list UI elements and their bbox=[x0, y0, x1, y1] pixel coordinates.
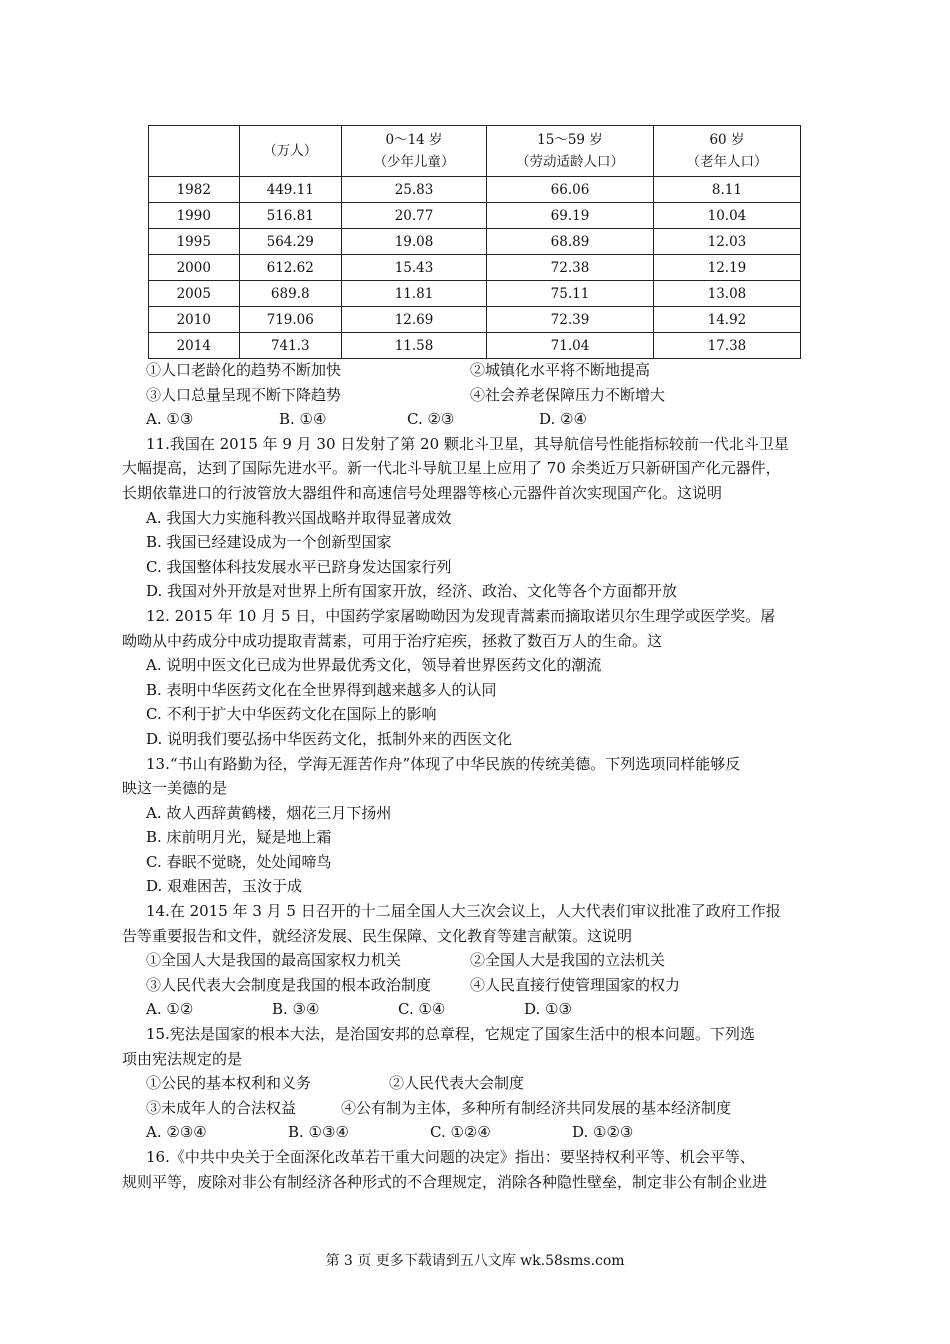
q14-statement-4: ④人民直接行使管理国家的权力 bbox=[470, 975, 681, 994]
cell-children: 19.08 bbox=[342, 229, 487, 255]
cell-elderly: 14.92 bbox=[653, 307, 800, 333]
cell-elderly: 10.04 bbox=[653, 203, 800, 229]
cell-working-age: 66.06 bbox=[487, 177, 654, 203]
q10-choice-c: C. ②③ bbox=[407, 410, 455, 429]
cell-elderly: 17.38 bbox=[653, 333, 800, 359]
q14-statements-row-1 bbox=[122, 948, 834, 973]
q12-choice-b: B. 表明中华医药文化在全世界得到越来越多人的认同 bbox=[146, 680, 497, 699]
header-elderly-range: 60 岁 bbox=[709, 132, 745, 148]
table-row bbox=[149, 203, 801, 229]
header-children bbox=[342, 126, 487, 177]
table-row bbox=[149, 307, 801, 333]
q11-choice-c: C. 我国整体科技发展水平已跻身发达国家行列 bbox=[146, 557, 452, 576]
cell-working-age: 75.11 bbox=[487, 281, 654, 307]
header-children-label: （少年儿童） bbox=[373, 154, 455, 170]
q10-choice-a: A. ①③ bbox=[146, 410, 194, 429]
q10-statement-1: ①人口老龄化的趋势不断加快 bbox=[146, 361, 342, 379]
q15-statement-3: ③未成年人的合法权益 bbox=[146, 1098, 297, 1117]
cell-children: 11.58 bbox=[342, 333, 487, 359]
table-row bbox=[149, 229, 801, 255]
q14-stem-line-2: 告等重要报告和文件，就经济发展、民生保障、文化教育等建言献策。这说明 bbox=[122, 926, 633, 945]
q10-choice-d: D. ②④ bbox=[539, 410, 587, 429]
q13-choice-d: D. 艰难困苦，玉汝于成 bbox=[146, 877, 303, 896]
q15-choice-a: A. ②③④ bbox=[146, 1123, 207, 1142]
q15-statement-2: ②人民代表大会制度 bbox=[389, 1074, 525, 1093]
header-working-age-range: 15～59 岁 bbox=[537, 132, 603, 148]
q11-choice-b: B. 我国已经建设成为一个创新型国家 bbox=[146, 533, 392, 552]
header-total: （万人） bbox=[239, 126, 342, 177]
header-children-range: 0～14 岁 bbox=[385, 132, 443, 148]
cell-total: 564.29 bbox=[239, 229, 342, 255]
q11-stem-line-3: 长期依靠进口的行波管放大器组件和高速信号处理器等核心元器件首次实现国产化。这说明 bbox=[122, 483, 723, 502]
q10-choices bbox=[122, 407, 834, 432]
q10-statement-4: ④社会养老保障压力不断增大 bbox=[470, 385, 666, 404]
header-elderly bbox=[653, 126, 800, 177]
table-header-row bbox=[149, 126, 801, 177]
q12-stem-line-2: 呦呦从中药成分中成功提取青蒿素，可用于治疗疟疾，拯救了数百万人的生命。这 bbox=[122, 631, 663, 650]
q15-statement-1: ①公民的基本权利和义务 bbox=[146, 1074, 312, 1093]
cell-children: 11.81 bbox=[342, 281, 487, 307]
cell-elderly: 12.19 bbox=[653, 255, 800, 281]
cell-working-age: 68.89 bbox=[487, 229, 654, 255]
cell-children: 15.43 bbox=[342, 255, 487, 281]
cell-total: 719.06 bbox=[239, 307, 342, 333]
header-working-age bbox=[487, 126, 654, 177]
header-working-age-label: （劳动适龄人口） bbox=[515, 154, 624, 170]
cell-elderly: 13.08 bbox=[653, 281, 800, 307]
cell-working-age: 72.38 bbox=[487, 255, 654, 281]
q15-choice-c: C. ①②④ bbox=[430, 1123, 491, 1142]
q11-choice-d: D. 我国对外开放是对世界上所有国家开放，经济、政治、文化等各个方面都开放 bbox=[146, 582, 678, 601]
cell-working-age: 69.19 bbox=[487, 203, 654, 229]
q15-stem-line-2: 项由宪法规定的是 bbox=[122, 1049, 243, 1068]
q15-statements-row-2 bbox=[122, 1096, 834, 1121]
q15-choice-d: D. ①②③ bbox=[572, 1123, 634, 1142]
table-row bbox=[149, 333, 801, 359]
q13-choice-b: B. 床前明月光，疑是地上霜 bbox=[146, 828, 332, 847]
q13-choice-c: C. 春眠不觉晓，处处闻啼鸟 bbox=[146, 852, 332, 871]
header-year bbox=[149, 126, 240, 177]
q12-choice-d: D. 说明我们要弘扬中华医药文化，抵制外来的西医文化 bbox=[146, 729, 513, 748]
q14-choice-d: D. ①③ bbox=[524, 1000, 572, 1019]
q10-statement-3: ③人口总量呈现不断下降趋势 bbox=[146, 385, 342, 404]
cell-working-age: 71.04 bbox=[487, 333, 654, 359]
cell-year: 2014 bbox=[149, 333, 240, 359]
q14-stem-line-1: 14.在 2015 年 3 月 5 日召开的十二届全国人大三次会议上，人大代表们审议批准了政府工作报 bbox=[146, 902, 781, 921]
q10-statement-2: ②城镇化水平将不断地提高 bbox=[470, 361, 651, 379]
cell-total: 689.8 bbox=[239, 281, 342, 307]
page-footer: 第 3 页 更多下载请到五八文库 wk.58sms.com bbox=[325, 1253, 625, 1269]
q15-choices bbox=[122, 1120, 834, 1145]
q13-stem-line-1: 13.“书山有路勤为径，学海无涯苦作舟”体现了中华民族的传统美德。下列选项同样能够反 bbox=[146, 754, 741, 773]
q14-choice-c: C. ①④ bbox=[398, 1000, 446, 1019]
cell-total: 516.81 bbox=[239, 203, 342, 229]
cell-year: 1982 bbox=[149, 177, 240, 203]
q15-choice-b: B. ①③④ bbox=[288, 1123, 349, 1142]
header-elderly-label: （老年人口） bbox=[686, 154, 768, 170]
q12-stem-line-1: 12. 2015 年 10 月 5 日，中国药学家屠呦呦因为发现青蒿素而摘取诺贝尔生理学或医学奖。屠 bbox=[146, 606, 776, 625]
cell-year: 2010 bbox=[149, 307, 240, 333]
q15-stem-line-1: 15.宪法是国家的根本大法，是治国安邦的总章程，它规定了国家生活中的根本问题。下列选 bbox=[146, 1025, 755, 1044]
cell-year: 1990 bbox=[149, 203, 240, 229]
q11-stem-line-1: 11.我国在 2015 年 9 月 30 日发射了第 20 颗北斗卫星，其导航信号性能指标较前一代北斗卫星 bbox=[146, 434, 789, 453]
cell-working-age: 72.39 bbox=[487, 307, 654, 333]
cell-children: 12.69 bbox=[342, 307, 487, 333]
q14-statements-row-2 bbox=[122, 973, 834, 998]
cell-elderly: 12.03 bbox=[653, 229, 800, 255]
cell-total: 741.3 bbox=[239, 333, 342, 359]
cell-year: 2005 bbox=[149, 281, 240, 307]
q10-statements-row-2 bbox=[122, 383, 834, 408]
q15-statements-row-1 bbox=[122, 1071, 834, 1096]
cell-year: 1995 bbox=[149, 229, 240, 255]
cell-year: 2000 bbox=[149, 255, 240, 281]
q13-stem-line-2: 映这一美德的是 bbox=[122, 779, 228, 798]
q14-choice-a: A. ①② bbox=[146, 1000, 194, 1019]
q14-statement-1: ①全国人大是我国的最高国家权力机关 bbox=[146, 951, 402, 970]
q11-stem-line-2: 大幅提高，达到了国际先进水平。新一代北斗导航卫星上应用了 70 余类近万只新研国产化元器件， bbox=[122, 459, 781, 478]
q16-stem-line-2: 规则平等，废除对非公有制经济各种形式的不合理规定，消除各种隐性壁垒，制定非公有制企业进 bbox=[122, 1172, 768, 1191]
q14-statement-3: ③人民代表大会制度是我国的根本政治制度 bbox=[146, 975, 432, 994]
question-body bbox=[122, 358, 834, 1194]
cell-children: 25.83 bbox=[342, 177, 487, 203]
cell-elderly: 8.11 bbox=[653, 177, 800, 203]
q11-choice-a: A. 我国大力实施科教兴国战略并取得显著成效 bbox=[146, 508, 452, 527]
table-row bbox=[149, 177, 801, 203]
q10-choice-b: B. ①④ bbox=[279, 410, 327, 429]
q14-choices bbox=[122, 997, 834, 1022]
cell-total: 612.62 bbox=[239, 255, 342, 281]
q14-choice-b: B. ③④ bbox=[272, 1000, 320, 1019]
q12-choice-c: C. 不利于扩大中华医药文化在国际上的影响 bbox=[146, 705, 437, 724]
cell-children: 20.77 bbox=[342, 203, 487, 229]
table-row bbox=[149, 255, 801, 281]
q15-statement-4: ④公有制为主体，多种所有制经济共同发展的基本经济制度 bbox=[341, 1098, 732, 1117]
q16-stem-line-1: 16.《中共中央关于全面深化改革若干重大问题的决定》指出：要坚持权利平等、机会平等、 bbox=[146, 1148, 755, 1166]
table-row bbox=[149, 281, 801, 307]
q10-statements-row-1 bbox=[122, 358, 834, 383]
q14-statement-2: ②全国人大是我国的立法机关 bbox=[470, 951, 666, 970]
q12-choice-a: A. 说明中医文化已成为世界最优秀文化，领导着世界医药文化的潮流 bbox=[146, 656, 602, 675]
q13-choice-a: A. 故人西辞黄鹤楼，烟花三月下扬州 bbox=[146, 803, 392, 822]
cell-total: 449.11 bbox=[239, 177, 342, 203]
population-table bbox=[148, 125, 801, 359]
